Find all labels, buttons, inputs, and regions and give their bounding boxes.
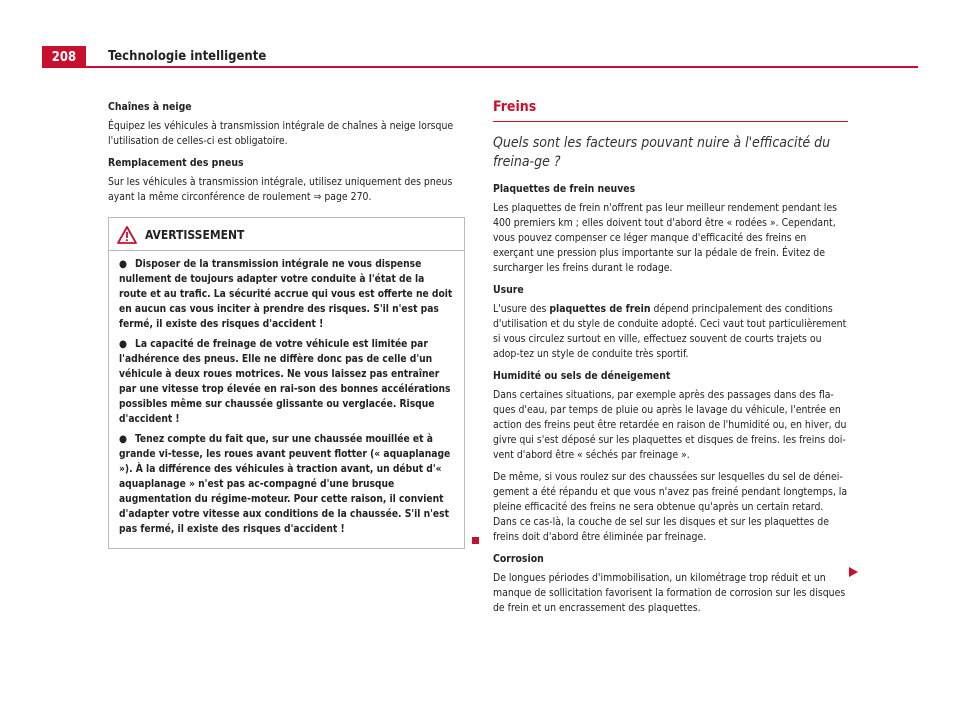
humidity-heading: Humidité ou sels de déneigement	[493, 370, 671, 382]
warning-triangle-icon	[117, 226, 137, 244]
corrosion-text: De longues périodes d'immobilisation, un kilométrage trop réduit et un manque de sollicitation favorisent la formation de corrosion sur les disques de frein et un encrassement des plaquettes.	[493, 572, 846, 614]
warning-item-text: Disposer de la transmission intégrale ne vous dispense nullement de toujours adapter votre conduite à l'état de la route et au trafic. La sécurité accrue qui vous est offerte ne doit en aucun cas vous inciter à prendre des risques. S'il n'est pas fermé, il existe des risques d'accident !	[119, 259, 453, 330]
wear-text	[493, 302, 848, 362]
continue-arrow-icon	[849, 567, 858, 577]
humidity-text-2: De même, si vous roulez sur des chaussées sur lesquelles du sel de dénei-gement a été répandu et que vous n'avez pas freiné pendant longtemps, la pleine efficacité des freins ne sera obtenue qu'après un certain retard. Dans ce cas-là, la couche de sel sur les disques et sur les plaquettes de freins doit d'abord être éliminée par freinage.	[493, 471, 848, 543]
warning-box	[108, 217, 465, 549]
corrosion-heading: Corrosion	[493, 553, 544, 565]
bullet-icon: ●	[119, 434, 127, 445]
header-rule	[86, 66, 918, 68]
bullet-icon: ●	[119, 259, 127, 270]
warning-item	[119, 432, 454, 537]
page-number: 208	[42, 46, 86, 68]
wear-text-bold: plaquettes de frein	[549, 303, 651, 315]
snow-chains-heading: Chaînes à neige	[108, 101, 192, 113]
tire-replacement-text: Sur les véhicules à transmission intégrale, utilisez uniquement des pneus ayant la même circonférence de roulement ⇒ page 270.	[108, 176, 453, 203]
warning-item	[119, 257, 454, 332]
section-title: Freins	[493, 100, 848, 122]
new-pads-text: Les plaquettes de frein n'offrent pas leur meilleur rendement pendant les 400 premiers km ; elles doivent tout d'abord être « rodées ». Cependant, vous pouvez compenser ce léger manque d'efficacité des freins en exerçant une pression plus importante sur la pédale de frein. Évitez de surcharger les freins durant le rodage.	[493, 202, 837, 274]
chapter-title: Technologie intelligente	[108, 49, 267, 64]
section-end-marker-icon	[472, 537, 479, 544]
warning-header	[109, 218, 464, 251]
wear-text-end: dépend principalement des conditions d'utilisation et du style de conduite adopté. Ceci vaut tout particulièrement si vous circulez surtout en ville, effectuez souvent de courts trajets ou adop-tez un style de conduite très sportif.	[493, 303, 847, 360]
left-column	[108, 100, 465, 549]
bullet-icon: ●	[119, 339, 127, 350]
right-column	[493, 100, 848, 623]
warning-body	[109, 251, 464, 548]
warning-item-text: Tenez compte du fait que, sur une chaussée mouillée et à grande vi-tesse, les roues avant peuvent flotter (« aquaplanage »). À la différence des véhicules à traction avant, un début d'« aquaplanage » n'est pas ac-compagné d'une brusque augmentation du régime-moteur. Pour cette raison, il convient d'adapter votre vitesse aux conditions de la chaussée. S'il n'est pas fermé, il existe des risques d'accident !	[119, 434, 451, 535]
warning-item-text: La capacité de freinage de votre véhicule est limitée par l'adhérence des pneus. Elle ne diffère donc pas de celle d'un véhicule à deux roues motrices. Ne vous laissez pas entraîner par une vitesse trop élevée en rai-son des bonnes accélérations possibles même sur chaussée glissante ou verglacée. Risque d'accident !	[119, 339, 451, 425]
humidity-text-1: Dans certaines situations, par exemple après des passages dans des fla-ques d'eau, par temps de pluie ou après le lavage du véhicule, l'entrée en action des freins peut être retardée en raison de l'humidité ou, en hiver, du givre qui s'est déposé sur les plaquettes et disques de freins. les freins doi-vent d'abord être « séchés par freinage ».	[493, 389, 847, 461]
section-question: Quels sont les facteurs pouvant nuire à l'efficacité du freina-ge ?	[493, 135, 831, 170]
warning-title: AVERTISSEMENT	[145, 227, 245, 242]
wear-heading: Usure	[493, 284, 524, 296]
tire-replacement-heading: Remplacement des pneus	[108, 157, 244, 169]
warning-item	[119, 337, 454, 427]
snow-chains-text: Équipez les véhicules à transmission intégrale de chaînes à neige lorsque l'utilisation de celles-ci est obligatoire.	[108, 120, 454, 147]
new-pads-heading: Plaquettes de frein neuves	[493, 183, 636, 195]
wear-text-start: L'usure des	[493, 303, 550, 315]
